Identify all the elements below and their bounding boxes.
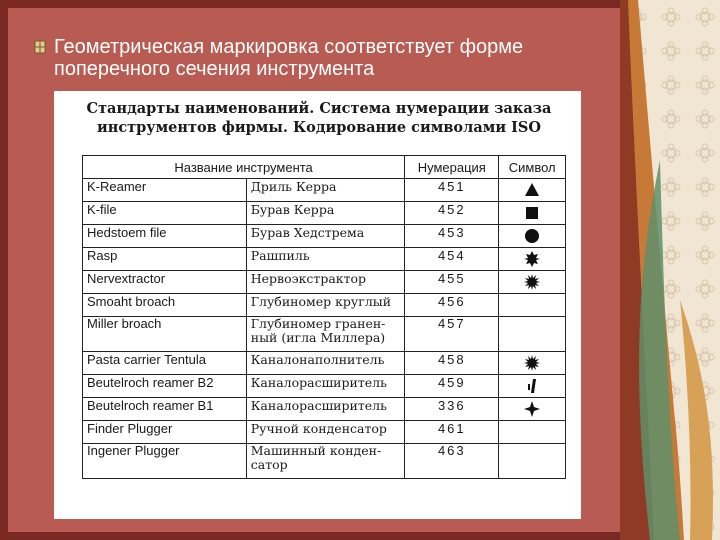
iso-symbol-cell bbox=[499, 398, 566, 421]
slide-title-block bbox=[54, 36, 594, 80]
instrument-name-ru: Машинный конден-сатор bbox=[246, 444, 404, 479]
star-12-icon bbox=[524, 355, 540, 371]
table-row bbox=[83, 225, 566, 248]
iso-symbol-cell bbox=[499, 271, 566, 294]
instrument-number: 455 bbox=[405, 271, 499, 294]
iso-symbol-cell bbox=[499, 225, 566, 248]
instrument-name-en: Rasp bbox=[83, 248, 247, 271]
instrument-name-ru: Каналорасширитель bbox=[246, 398, 404, 421]
cross-icon bbox=[524, 401, 540, 417]
instrument-name-ru: Дриль Керра bbox=[246, 179, 404, 202]
table-header-row bbox=[83, 156, 566, 179]
document-heading: Стандарты наименований. Система нумерации заказа инструментов фирмы. Кодирование символами ISO bbox=[86, 100, 552, 136]
iso-symbol-cell bbox=[499, 179, 566, 202]
bullet-icon bbox=[34, 40, 46, 54]
scanned-document bbox=[54, 91, 581, 519]
instrument-name-ru: Нервоэкстрактор bbox=[246, 271, 404, 294]
column-header-name: Название инструмента bbox=[83, 156, 405, 179]
instrument-name-en: Finder Plugger bbox=[83, 421, 247, 444]
instrument-number: 451 bbox=[405, 179, 499, 202]
star-8-icon bbox=[524, 251, 540, 267]
table-row bbox=[83, 294, 566, 317]
table-row bbox=[83, 444, 566, 479]
table-row bbox=[83, 179, 566, 202]
iso-symbol-cell bbox=[499, 444, 566, 479]
triangle-icon bbox=[524, 182, 540, 198]
column-header-number: Нумерация bbox=[405, 156, 499, 179]
slide-frame-left bbox=[0, 0, 8, 540]
instrument-name-en: Ingener Plugger bbox=[83, 444, 247, 479]
floral-pattern-decoration bbox=[620, 0, 720, 540]
table-row bbox=[83, 271, 566, 294]
instrument-name-ru: Рашпиль bbox=[246, 248, 404, 271]
instrument-number: 461 bbox=[405, 421, 499, 444]
instrument-number: 454 bbox=[405, 248, 499, 271]
instrument-name-ru: Бурав Хедстрема bbox=[246, 225, 404, 248]
instrument-name-ru: Глубиномер гранен-ный (игла Миллера) bbox=[246, 317, 404, 352]
table-row bbox=[83, 375, 566, 398]
instrument-name-en: Smoaht broach bbox=[83, 294, 247, 317]
iso-symbol-cell bbox=[499, 248, 566, 271]
instrument-name-ru: Бурав Керра bbox=[246, 202, 404, 225]
square-icon bbox=[524, 205, 540, 221]
instrument-name-en: Beutelroch reamer B2 bbox=[83, 375, 247, 398]
table-row bbox=[83, 421, 566, 444]
instrument-name-en: Pasta carrier Tentula bbox=[83, 352, 247, 375]
iso-symbol-cell bbox=[499, 294, 566, 317]
bar-icon bbox=[524, 378, 540, 394]
star-12-icon bbox=[524, 274, 540, 290]
instrument-code-table bbox=[82, 155, 566, 479]
table-row bbox=[83, 398, 566, 421]
instrument-number: 336 bbox=[405, 398, 499, 421]
instrument-number: 453 bbox=[405, 225, 499, 248]
instrument-number: 457 bbox=[405, 317, 499, 352]
instrument-name-ru: Глубиномер круглый bbox=[246, 294, 404, 317]
iso-symbol-cell bbox=[499, 202, 566, 225]
instrument-number: 463 bbox=[405, 444, 499, 479]
instrument-name-en: Nervextractor bbox=[83, 271, 247, 294]
slide-title: Геометрическая маркировка соответствует форме поперечного сечения инструмента bbox=[54, 36, 524, 80]
slide-frame-bottom bbox=[0, 532, 620, 540]
slide-frame-top bbox=[0, 0, 620, 8]
instrument-number: 459 bbox=[405, 375, 499, 398]
instrument-name-en: Miller broach bbox=[83, 317, 247, 352]
decorative-side-panel bbox=[620, 0, 720, 540]
table-row bbox=[83, 248, 566, 271]
instrument-name-ru: Ручной конденсатор bbox=[246, 421, 404, 444]
iso-symbol-cell bbox=[499, 352, 566, 375]
iso-symbol-cell bbox=[499, 317, 566, 352]
instrument-number: 452 bbox=[405, 202, 499, 225]
iso-symbol-cell bbox=[499, 421, 566, 444]
instrument-name-en: Hedstoem file bbox=[83, 225, 247, 248]
iso-symbol-cell bbox=[499, 375, 566, 398]
table-row bbox=[83, 202, 566, 225]
instrument-number: 458 bbox=[405, 352, 499, 375]
circle-icon bbox=[524, 228, 540, 244]
instrument-name-ru: Каналонаполнитель bbox=[246, 352, 404, 375]
instrument-number: 456 bbox=[405, 294, 499, 317]
instrument-name-en: Beutelroch reamer B1 bbox=[83, 398, 247, 421]
table-row bbox=[83, 352, 566, 375]
table-row bbox=[83, 317, 566, 352]
instrument-name-en: K-Reamer bbox=[83, 179, 247, 202]
instrument-name-ru: Каналорасширитель bbox=[246, 375, 404, 398]
instrument-name-en: K-file bbox=[83, 202, 247, 225]
column-header-symbol: Символ bbox=[499, 156, 566, 179]
